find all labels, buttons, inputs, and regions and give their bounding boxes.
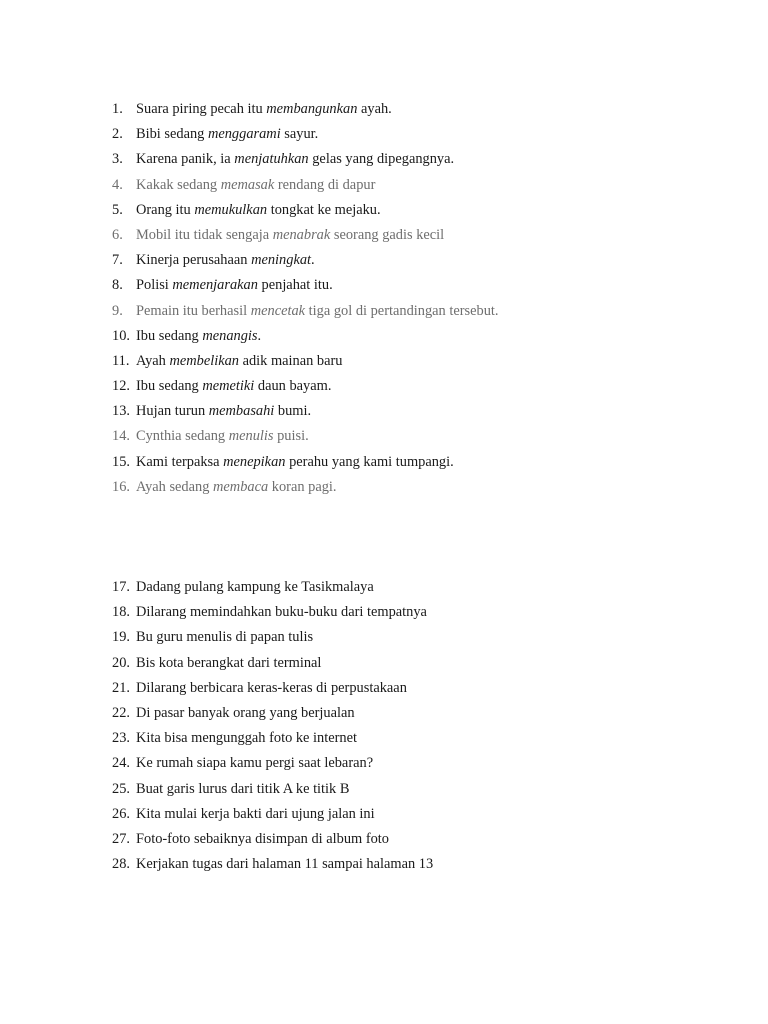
sentence-verb: memetiki <box>202 378 255 395</box>
item-text <box>136 401 311 421</box>
list-item <box>0 602 768 627</box>
sentence-after-verb: rendang di dapur <box>274 176 376 193</box>
item-text <box>136 175 375 195</box>
item-text: Di pasar banyak orang yang berjualan <box>136 704 355 721</box>
list-item <box>0 401 768 426</box>
item-text: Dadang pulang kampung ke Tasikmalaya <box>136 579 374 595</box>
item-text <box>136 124 318 144</box>
sentence-after-verb: penjahat itu. <box>257 277 333 294</box>
item-number: 4. <box>112 176 123 193</box>
item-text <box>136 225 444 245</box>
list-item <box>0 577 768 602</box>
item-number: 3. <box>112 151 123 168</box>
sentence-verb: menangis <box>202 327 258 344</box>
sentence-before-verb: Suara piring pecah itu <box>136 101 267 117</box>
sentence-verb: membangunkan <box>266 101 358 117</box>
sentence-before-verb: Mobil itu tidak sengaja <box>136 226 273 243</box>
sentence-verb: menjatuhkan <box>234 151 309 168</box>
item-number: 6. <box>112 226 123 243</box>
list-item <box>0 124 768 149</box>
sentence-before-verb: Cynthia sedang <box>136 428 229 445</box>
list-item <box>0 653 768 678</box>
sentence-verb: menulis <box>228 428 274 445</box>
item-number: 20. <box>112 654 130 671</box>
item-text: Kerjakan tugas dari halaman 11 sampai halaman 13 <box>136 856 434 873</box>
sentence-before-verb: Hujan turun <box>136 403 209 420</box>
item-text <box>136 301 499 321</box>
item-text <box>136 200 381 220</box>
sentence-before-verb: Ibu sedang <box>136 327 203 344</box>
item-number: 23. <box>112 730 130 747</box>
item-number: 8. <box>112 277 123 294</box>
item-text: Foto-foto sebaiknya disimpan di album foto <box>136 830 390 847</box>
list-item <box>0 200 768 225</box>
sentence-after-verb: tongkat ke mejaku. <box>267 201 381 218</box>
list-item <box>0 376 768 401</box>
list-item <box>0 728 768 753</box>
item-text: Dilarang berbicara keras-keras di perpustakaan <box>136 679 407 696</box>
sentence-after-verb: gelas yang dipegangnya. <box>308 151 455 168</box>
sentence-verb: membaca <box>213 478 269 495</box>
item-number: 28. <box>112 856 130 873</box>
item-number: 27. <box>112 830 130 847</box>
sentence-list-part-1 <box>0 99 768 502</box>
item-text <box>136 275 333 295</box>
sentence-verb: memenjarakan <box>172 277 258 294</box>
item-text: Kita mulai kerja bakti dari ujung jalan ini <box>136 805 375 822</box>
list-item <box>0 250 768 275</box>
item-number: 5. <box>112 201 123 218</box>
item-number: 19. <box>112 629 130 646</box>
item-text <box>136 149 454 169</box>
item-number: 7. <box>112 252 123 269</box>
sentence-before-verb: Kami terpaksa <box>136 453 224 470</box>
item-number: 16. <box>112 478 130 495</box>
sentence-verb: mencetak <box>250 302 306 319</box>
item-number: 15. <box>112 453 130 470</box>
list-item <box>0 426 768 451</box>
item-text: Bu guru menulis di papan tulis <box>136 629 314 646</box>
sentence-after-verb: ayah. <box>357 101 392 117</box>
list-item <box>0 351 768 376</box>
item-number: 1. <box>112 101 123 117</box>
sentence-before-verb: Orang itu <box>136 201 195 218</box>
list-item <box>0 829 768 854</box>
list-item <box>0 678 768 703</box>
list-item <box>0 753 768 778</box>
sentence-before-verb: Bibi sedang <box>136 126 208 143</box>
list-item <box>0 703 768 728</box>
item-text <box>136 452 454 472</box>
sentence-verb: menepikan <box>223 453 286 470</box>
list-item <box>0 326 768 351</box>
sentence-after-verb: sayur. <box>280 126 319 143</box>
item-text: Bis kota berangkat dari terminal <box>136 654 322 671</box>
sentence-after-verb: . <box>311 252 315 269</box>
sentence-verb: meningkat <box>251 252 312 269</box>
sentence-list-part-2 <box>0 577 768 879</box>
sentence-before-verb: Ayah <box>136 352 170 369</box>
item-text <box>136 99 392 119</box>
sentence-before-verb: Ayah sedang <box>136 478 214 495</box>
sentence-verb: menggarami <box>207 126 281 143</box>
item-number: 25. <box>112 780 130 797</box>
item-number: 2. <box>112 126 123 143</box>
sentence-before-verb: Karena panik, ia <box>136 151 235 168</box>
item-number: 14. <box>112 428 130 445</box>
sentence-after-verb: puisi. <box>273 428 309 445</box>
list-item <box>0 175 768 200</box>
item-text: Kita bisa mengunggah foto ke internet <box>136 730 357 747</box>
sentence-after-verb: . <box>257 327 262 344</box>
list-item <box>0 854 768 879</box>
list-item <box>0 452 768 477</box>
sentence-verb: memasak <box>220 176 275 193</box>
item-text: Buat garis lurus dari titik A ke titik B <box>136 780 350 797</box>
sentence-before-verb: Kakak sedang <box>136 176 221 193</box>
item-number: 18. <box>112 604 130 621</box>
item-number: 10. <box>112 327 130 344</box>
list-item <box>0 804 768 829</box>
item-text <box>136 326 261 346</box>
list-item <box>0 149 768 174</box>
item-number: 12. <box>112 378 130 395</box>
item-number: 13. <box>112 403 130 420</box>
list-item <box>0 301 768 326</box>
item-number: 11. <box>112 352 130 369</box>
sentence-verb: memukulkan <box>194 201 268 218</box>
sentence-after-verb: adik mainan baru <box>238 352 343 369</box>
sentence-before-verb: Kinerja perusahaan <box>136 252 252 269</box>
sentence-before-verb: Polisi <box>136 277 173 294</box>
sentence-verb: membasahi <box>208 403 275 420</box>
list-item <box>0 779 768 804</box>
sentence-after-verb: perahu yang kami tumpangi. <box>285 453 454 470</box>
sentence-after-verb: seorang gadis kecil <box>330 226 445 243</box>
sentence-after-verb: daun bayam. <box>254 378 332 395</box>
list-item <box>0 477 768 502</box>
sentence-after-verb: bumi. <box>274 403 312 420</box>
item-number: 17. <box>112 579 130 595</box>
item-number: 24. <box>112 755 130 772</box>
list-item <box>0 225 768 250</box>
item-text <box>136 426 309 446</box>
sentence-verb: menabrak <box>272 226 331 243</box>
item-number: 22. <box>112 704 130 721</box>
item-number: 9. <box>112 302 123 319</box>
item-number: 26. <box>112 805 130 822</box>
item-text <box>136 376 331 396</box>
sentence-after-verb: tiga gol di pertandingan tersebut. <box>305 302 499 319</box>
item-text <box>136 250 315 270</box>
item-number: 21. <box>112 679 130 696</box>
item-text <box>136 477 337 497</box>
item-text: Dilarang memindahkan buku-buku dari tempatnya <box>136 604 427 621</box>
list-item <box>0 99 768 124</box>
list-item <box>0 275 768 300</box>
sentence-after-verb: koran pagi. <box>268 478 337 495</box>
list-item <box>0 627 768 652</box>
sentence-verb: membelikan <box>169 352 239 369</box>
sentence-before-verb: Pemain itu berhasil <box>136 302 251 319</box>
item-text <box>136 351 342 371</box>
item-text: Ke rumah siapa kamu pergi saat lebaran? <box>136 755 374 772</box>
sentence-before-verb: Ibu sedang <box>136 378 203 395</box>
